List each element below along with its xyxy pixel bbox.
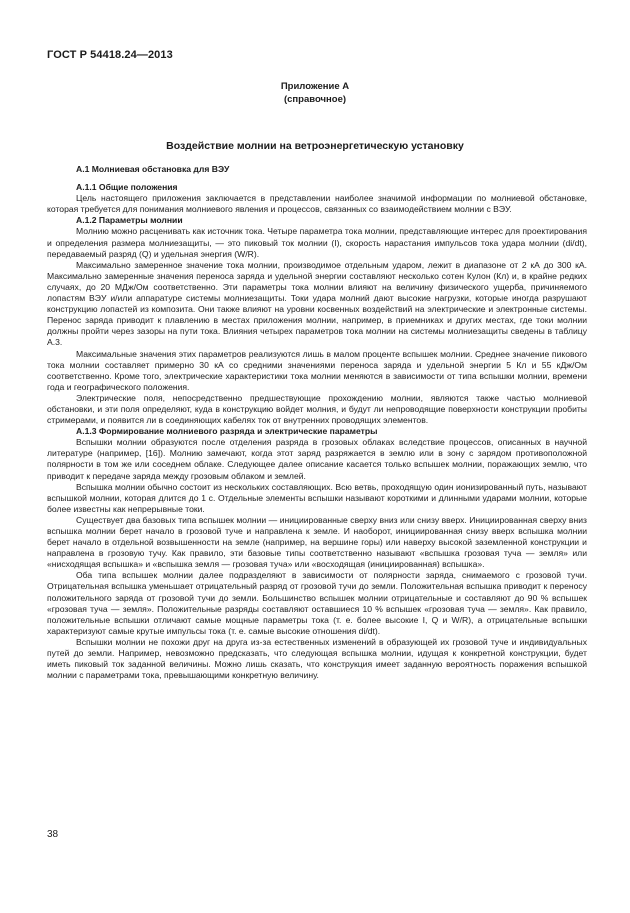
paragraph-a13-2: Вспышка молнии обычно состоит из нескольких составляющих. Всю ветвь, проходящую один ионизированный путь, называют вспышкой молнии, которая длится до 1 с. Отдельные элементы вспышки называют короткими и длинными ударами молнии, которые более известны как непрерывные токи. bbox=[47, 481, 587, 514]
appendix-title: Воздействие молнии на ветроэнергетическую установку bbox=[166, 140, 464, 152]
paragraph-a13-4: Оба типа вспышек молнии далее подразделяют в зависимости от полярности заряда, снимаемого с грозовой тучи. Отрицательная вспышка уменьшает отрицательный разряд от грозовой тучи до земли. Положительная вспышка приводит к переносу положительного заряда от грозовой тучи до земли. Большинство вспышек молнии отрицательные и составляют до 90 % вспышек «грозовая туча — земля». Положительные разряды составляют оставшиеся 10 % вспышек «грозовая туча — земля». Как правило, положительные вспышки отличают самые мощные параметры тока (т. е. более высокие I, Q и W/R), а отрицательные вспышки характеризуют самые крутые импульсы тока (т. е. самые высокие отношения di/dt). bbox=[47, 570, 587, 636]
document-body bbox=[47, 164, 587, 681]
section-heading-a12: А.1.2 Параметры молнии bbox=[76, 215, 183, 226]
paragraph-a13-1: Вспышки молнии образуются после отделения разряда в грозовых облаках вследствие процессов, описанных в научной литературе (например, [16]). Молнию замечают, когда этот заряд разряжается в землю или в зону с зарядом противоположной полярности в том же или соседнем облаке. Следующее далее описание касается только вспышек молнии, поражающих землю, что приводит к передаче заряда между грозовым облаком и землей. bbox=[47, 437, 587, 481]
paragraph-a13-3: Существует два базовых типа вспышек молнии — инициированные сверху вниз или снизу вверх. Инициированная сверху вниз вспышка молнии берет начало в грозовой туче и направлена к земле. И наоборот, инициированная снизу вверх вспышка молнии берет начало в отдельной возвышенности на земле (например, на вершине горы) или наверху высокой заземленной конструкции и направлена в грозовую тучу. Как правило, эти базовые типы соответственно называют «вспышка грозовая туча — земля» или «нисходящая вспышка» и «вспышка земля — грозовая туча» или «восходящая (инициированная) вспышка». bbox=[47, 514, 587, 570]
appendix-note: (справочное) bbox=[283, 94, 347, 105]
page-number: 38 bbox=[47, 829, 59, 840]
appendix-label: Приложение А bbox=[280, 81, 350, 92]
section-heading-a11: А.1.1 Общие положения bbox=[76, 182, 178, 193]
paragraph-a12-4: Электрические поля, непосредственно предшествующие прохождению молнии, являются также частью молниевой обстановки, и эти поля определяют, куда в конструкцию войдет молния, и будут ли непроводящие поверхности конструкции пробиты стримерами, и появится ли в соединяющих кабелях ток от внутренних проводящих элементов. bbox=[47, 392, 587, 426]
paragraph-a12-3: Максимальные значения этих параметров реализуются лишь в малом проценте вспышек молнии. Среднее значение пикового тока молнии составляет примерно 30 кА со средними значениями переноса заряда и удельной энергии 5 Кл и 55 кДж/Ом соответственно. Кроме того, электрические характеристики тока молнии меняются в зависимости от типа вспышки молнии, времени года и географического положения. bbox=[47, 348, 587, 392]
paragraph-a12-2: Максимально замеренное значение тока молнии, производимое отдельным ударом, лежит в диапазоне от 2 кА до 300 кА. Максимально замеренные значения переноса заряда и удельной энергии составляют несколько сотен Кулон (Кл) и, в крайне редких случаях, до 20 МДж/Ом соответственно. Эти параметры тока молнии влияют на величину физического ущерба, причиняемого лопастям ВЭУ и/или аппаратуре системы молниезащиты. Токи удара молний дают высокие нагрузки, которые иногда разрушают конструкцию лопастей из композита. Они также влияют на уровни косвенных воздействий на электрические и электронные системы. Перенос заряда приводит к плавлению в местах приложения молнии, например, в приемниках и других местах, где токи молнии должны пройти через зазоры на пути тока. Влияния четырех параметров тока молнии на системы молниезащиты сведены в таблицу А.3. bbox=[47, 259, 587, 348]
section-heading-a13: А.1.3 Формирование молниевого разряда и электрические параметры bbox=[76, 426, 378, 437]
paragraph-a11-1: Цель настоящего приложения заключается в представлении наиболее значимой информации по молниевой обстановке, которая требуется для понимания молниевого явления и процессов, связанных со взаимодействием молнии с ВЭУ. bbox=[47, 193, 587, 215]
document-code: ГОСТ Р 54418.24—2013 bbox=[47, 49, 173, 61]
section-heading-a1: А.1 Молниевая обстановка для ВЭУ bbox=[76, 164, 230, 174]
paragraph-a12-1: Молнию можно расценивать как источник тока. Четыре параметра тока молнии, представляющие интерес для проектирования и определения размера молниезащиты, — это пиковый ток молнии (I), скорость нарастания импульсов тока удара молнии (di/dt), передаваемый разряд (Q) и удельная энергия (W/R). bbox=[47, 226, 587, 259]
paragraph-a13-5: Вспышки молнии не похожи друг на друга из-за естественных изменений в образующей их грозовой туче и индивидуальных путей до земли. Например, невозможно предсказать, что следующая вспышка молнии, идущая к конкретной конструкции, будет иметь пиковый ток заданной величины. Можно лишь сказать, что конструкция имеет заданную вероятность поражения вспышкой молнии с параметрами тока, превышающими конкретную величину. bbox=[47, 636, 587, 681]
